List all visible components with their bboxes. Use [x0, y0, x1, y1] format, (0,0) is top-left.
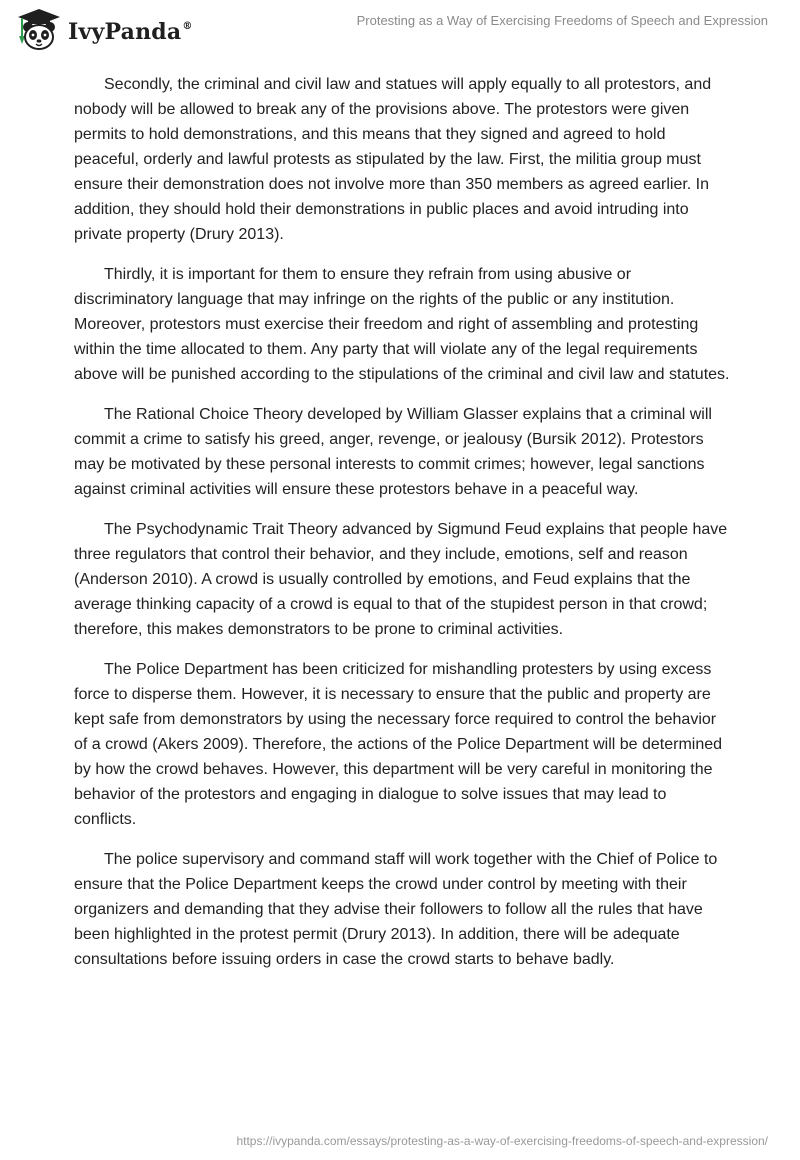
document-title: Protesting as a Way of Exercising Freedoms of Speech and Expression [356, 13, 768, 28]
paragraph: Secondly, the criminal and civil law and statues will apply equally to all protestors, and nobody will be allowed to break any of the provisions above. The protestors were given permits to hold demonstrations, and this means that they signed and agreed to hold peaceful, orderly and lawful protests as stipulated by the law. First, the militia group must ensure their demonstration does not involve more than 350 members as agreed earlier. In addition, they should hold their demonstrations in public places and avoid intruding into private property (Drury 2013). [74, 76, 712, 243]
brand-name [68, 19, 193, 45]
paragraph: The Rational Choice Theory developed by William Glasser explains that a criminal will commit a crime to satisfy his greed, anger, revenge, or jealousy (Bursik 2012). Protestors may be motivated by these personal interests to commit crimes; however, legal sanctions against criminal activities will ensure these protestors behave in a peaceful way. [74, 406, 712, 498]
essay-body [74, 72, 730, 987]
paragraph: The police supervisory and command staff will work together with the Chief of Police to ensure that the Police Department keeps the crowd under control by meeting with their organizers and demanding that they advise their followers to follow all the rules that have been highlighted in the protest permit (Drury 2013). In addition, there will be adequate consultations before issuing orders in case the crowd starts to behave badly. [74, 851, 718, 968]
paragraph: The Psychodynamic Trait Theory advanced by Sigmund Feud explains that people have three regulators that control their behavior, and they include, emotions, self and reason (Anderson 2010). A crowd is usually controlled by emotions, and Feud explains that the average thinking capacity of a crowd is equal to that of the stupidest person in that crowd; therefore, this makes demonstrators to be prone to criminal activities. [74, 521, 728, 638]
paragraph: Thirdly, it is important for them to ensure they refrain from using abusive or discriminatory language that may infringe on the rights of the public or any institution. Moreover, protestors must exercise their freedom and right of assembling and protesting within the time allocated to them. Any party that will violate any of the legal requirements above will be punished according to the stipulations of the criminal and civil law and statutes. [74, 266, 730, 383]
paragraph: The Police Department has been criticized for mishandling protesters by using excess force to disperse them. However, it is necessary to ensure that the public and property are kept safe from demonstrators by using the necessary force required to control the behavior of a crowd (Akers 2009). Therefore, the actions of the Police Department will be determined by how the crowd behaves. However, this department will be very careful in monitoring the behavior of the protestors and engaging in dialogue to solve issues that may lead to conflicts. [74, 661, 723, 828]
brand-name-text: IvyPanda [68, 19, 182, 45]
source-url-link[interactable]: https://ivypanda.com/essays/protesting-as-a-way-of-exercising-freedoms-of-speech-and-expression/ [236, 1134, 768, 1148]
registered-mark: ® [182, 20, 193, 32]
page-header [0, 0, 800, 56]
panda-graduate-icon [14, 7, 64, 53]
ivypanda-logo[interactable] [14, 7, 193, 53]
